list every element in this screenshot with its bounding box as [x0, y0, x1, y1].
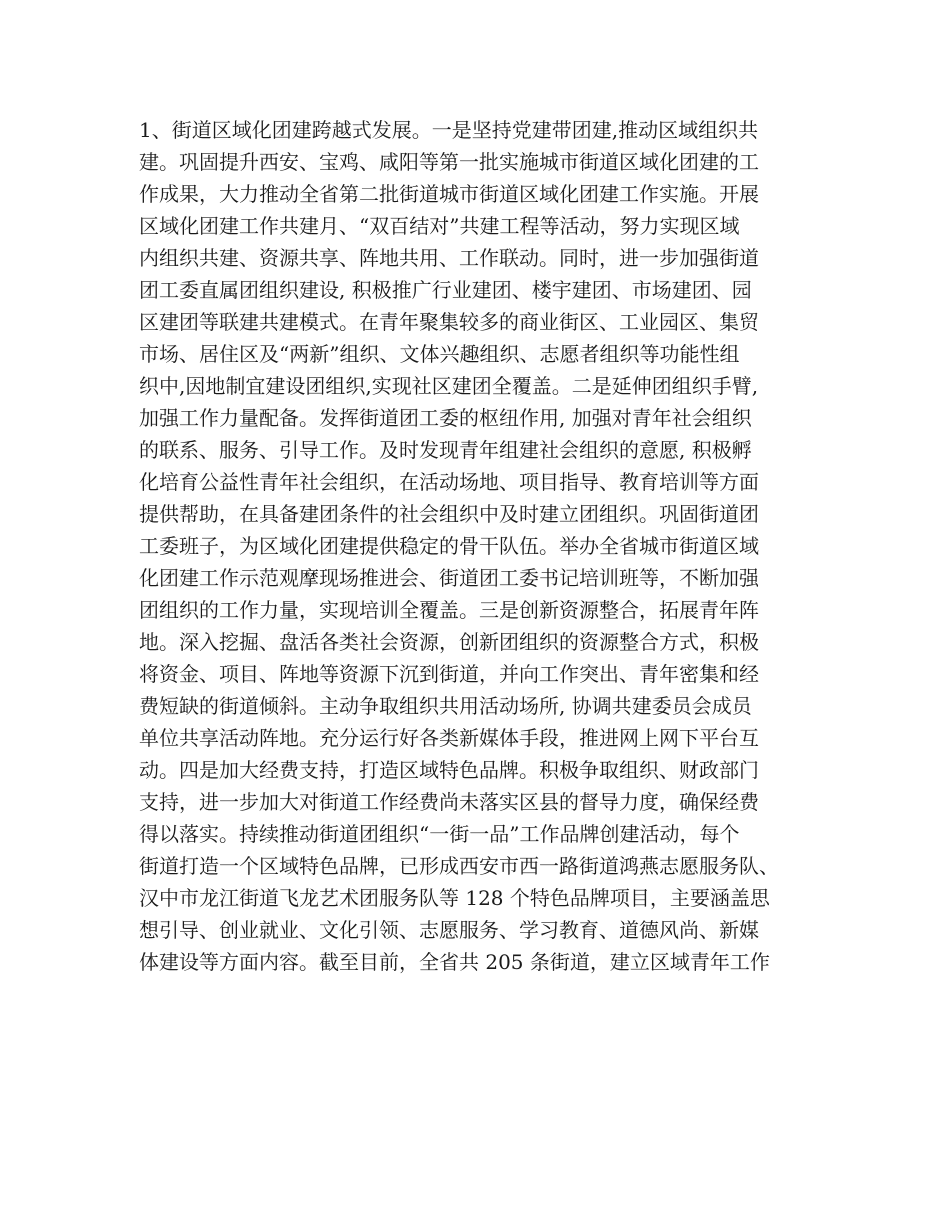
text-line: 加强工作力量配备。发挥街道团工委的枢纽作用, 加强对青年社会组织: [139, 406, 752, 430]
text-line: 地。深入挖掘、盘活各类社会资源，创新团组织的资源整合方式，积极: [139, 630, 759, 654]
text-line: 化培育公益性青年社会组织，在活动场地、项目指导、教育培训等方面: [139, 470, 759, 494]
text-line: 区建团等联建共建模式。在青年聚集较多的商业街区、工业园区、集贸: [139, 310, 759, 334]
text-line: 体建设等方面内容。截至目前，全省共 205 条街道，建立区域青年工作: [139, 950, 770, 974]
text-line: 1、街道区域化团建跨越式发展。一是坚持党建带团建,推动区域组织共: [139, 118, 759, 142]
text-line: 的联系、服务、引导工作。及时发现青年组建社会组织的意愿, 积极孵: [139, 438, 752, 462]
text-line: 团组织的工作力量，实现培训全覆盖。三是创新资源整合，拓展青年阵: [139, 598, 759, 622]
text-line: 化团建工作示范观摩现场推进会、街道团工委书记培训班等，不断加强: [139, 566, 759, 590]
text-line: 汉中市龙江街道飞龙艺术团服务队等 128 个特色品牌项目，主要涵盖思: [139, 886, 770, 910]
text-line: 市场、居住区及“两新”组织、文体兴趣组织、志愿者组织等功能性组: [139, 342, 740, 366]
text-line: 街道打造一个区域特色品牌，已形成西安市西一路街道鸿燕志愿服务队、: [139, 854, 779, 878]
text-line: 作成果，大力推动全省第二批街道城市街道区域化团建工作实施。开展: [139, 182, 759, 206]
text-line: 织中,因地制宜建设团组织,实现社区建团全覆盖。二是延伸团组织手臂,: [139, 374, 759, 398]
text-line: 单位共享活动阵地。充分运行好各类新媒体手段，推进网上网下平台互: [139, 726, 759, 750]
text-line: 区域化团建工作共建月、“双百结对”共建工程等活动，努力实现区域: [139, 214, 740, 238]
text-line: 内组织共建、资源共享、阵地共用、工作联动。同时，进一步加强街道: [139, 246, 759, 270]
text-line: 费短缺的街道倾斜。主动争取组织共用活动场所, 协调共建委员会成员: [139, 694, 752, 718]
body-paragraph: [139, 114, 819, 978]
text-line: 建。巩固提升西安、宝鸡、咸阳等第一批实施城市街道区域化团建的工: [139, 150, 759, 174]
text-line: 得以落实。持续推动街道团组织“一街一品”工作品牌创建活动，每个: [139, 822, 740, 846]
text-line: 提供帮助，在具备建团条件的社会组织中及时建立团组织。巩固街道团: [139, 502, 759, 526]
text-line: 支持，进一步加大对街道工作经费尚未落实区县的督导力度，确保经费: [139, 790, 759, 814]
text-line: 将资金、项目、阵地等资源下沉到街道，并向工作突出、青年密集和经: [139, 662, 759, 686]
text-line: 团工委直属团组织建设, 积极推广行业建团、楼宇建团、市场建团、园: [139, 278, 752, 302]
text-line: 工委班子，为区域化团建提供稳定的骨干队伍。举办全省城市街道区域: [139, 534, 759, 558]
text-line: 想引导、创业就业、文化引领、志愿服务、学习教育、道德风尚、新媒: [139, 918, 759, 942]
text-line: 动。四是加大经费支持，打造区域特色品牌。积极争取组织、财政部门: [139, 758, 759, 782]
